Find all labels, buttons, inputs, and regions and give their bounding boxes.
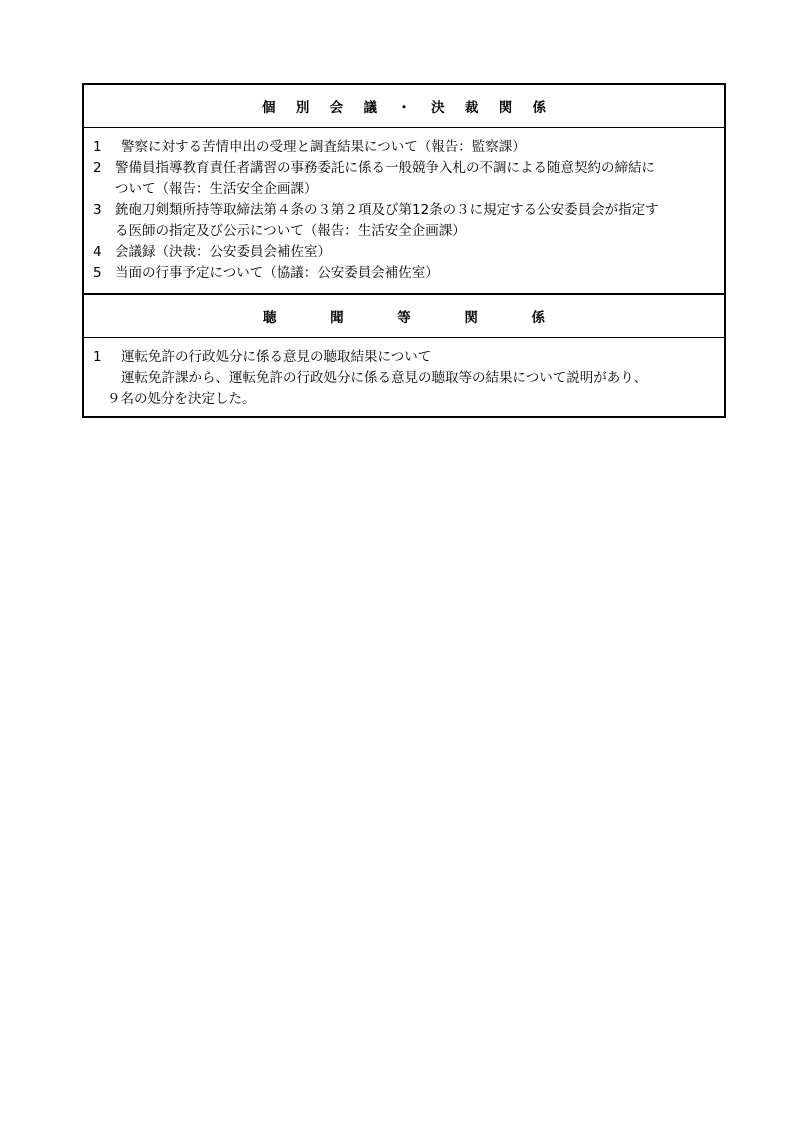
header-char: 議 [363,100,377,116]
choumon-body [93,347,719,410]
item-number: 5 [93,265,102,281]
header-char: 決 [431,100,445,116]
kobetsu-kaigi-kessai-header [84,85,724,127]
divider [84,127,724,128]
header-char: 聞 [330,310,344,326]
list-item [93,137,719,158]
minutes-table [82,83,726,418]
header-char: ・ [397,100,411,116]
item-line: 会議録（決裁：公安委員会補佐室） [115,244,331,260]
item-line: る医師の指定及び公示について（報告：生活安全企画課） [115,223,466,239]
header-char: 個 [262,100,276,116]
list-item [93,263,719,284]
list-item [93,347,719,368]
item-number: 4 [93,244,102,260]
item-title: 運転免許の行政処分に係る意見の聴取結果について [121,349,432,365]
header-char: 聴 [263,310,277,326]
item-number: 1 [93,139,102,155]
item-number: 3 [93,202,102,218]
item-line: 警備員指導教育責任者講習の事務委託に係る一般競争入札の不調による随意契約の締結に [115,160,655,176]
header-char: 関 [498,100,513,116]
header-char: 関 [464,310,478,326]
list-item [93,158,719,200]
result-paragraph-line: ９名の処分を決定した。 [107,391,256,407]
item-line: 警察に対する苦情申出の受理と調査結果について（報告：監察課） [121,139,526,155]
item-number: 1 [93,349,102,365]
item-line: 銃砲刀剣類所持等取締法第４条の３第２項及び第12条の３に規定する公安委員会が指定す [115,202,659,218]
list-item [93,200,719,242]
header-char: 会 [329,100,344,116]
item-line: 当面の行事予定について（協議：公安委員会補佐室） [115,265,439,281]
header-char: 裁 [464,100,479,116]
header-char: 係 [531,310,545,326]
result-paragraph-line: 運転免許課から、運転免許の行政処分に係る意見の聴取等の結果について説明があり、 [121,370,648,386]
item-line: ついて（報告：生活安全企画課） [115,181,318,197]
item-number: 2 [93,160,102,176]
header-char: 別 [295,100,310,116]
choumon-header [84,295,724,337]
divider [84,337,724,338]
list-item [93,242,719,263]
header-char: 係 [532,100,546,116]
header-char: 等 [397,310,411,326]
kobetsu-kaigi-kessai-body [93,137,719,284]
